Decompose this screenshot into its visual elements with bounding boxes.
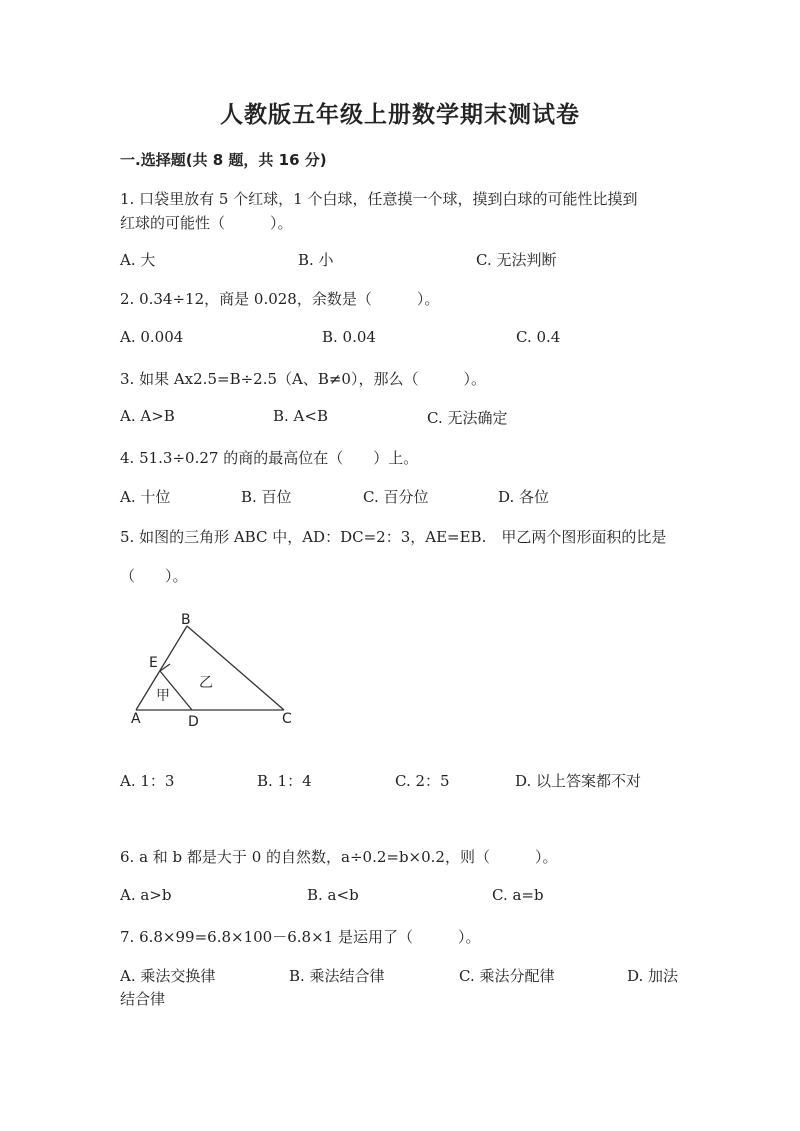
point-label-e: E <box>149 655 158 671</box>
question-6-option-c: C. a=b <box>492 886 544 904</box>
question-4-option-c: C. 百分位 <box>363 488 429 506</box>
region-label-jia: 甲 <box>156 688 170 704</box>
point-label-b: B <box>181 612 191 628</box>
triangle-diagram <box>126 612 306 732</box>
question-4-option-d: D. 各位 <box>498 488 550 506</box>
question-2-option-b: B. 0.04 <box>322 328 376 346</box>
question-1-line-2: 红球的可能性（ ）。 <box>120 214 293 232</box>
region-label-yi: 乙 <box>199 675 213 691</box>
question-6-option-b: B. a<b <box>307 886 359 904</box>
question-2-line-1: 2. 0.34÷12，商是 0.028，余数是（ ）。 <box>120 290 440 308</box>
question-1-option-c: C. 无法判断 <box>476 251 557 269</box>
question-3-option-b: B. A<B <box>273 407 328 425</box>
point-label-a: A <box>131 711 141 727</box>
question-7-option-a: A. 乘法交换律 <box>120 967 216 985</box>
question-7-option-d-continuation: 结合律 <box>120 990 166 1008</box>
question-5-option-c: C. 2：5 <box>395 772 450 790</box>
question-5-line-2: （ ）。 <box>120 567 188 585</box>
page-title: 人教版五年级上册数学期末测试卷 <box>220 102 580 128</box>
side-bc <box>187 626 284 710</box>
question-7-option-b: B. 乘法结合律 <box>289 967 385 985</box>
point-label-c: C <box>282 711 292 727</box>
question-2-option-a: A. 0.004 <box>120 328 184 346</box>
question-5-option-d: D. 以上答案都不对 <box>515 772 642 790</box>
question-1-option-a: A. 大 <box>120 251 156 269</box>
question-7-option-d: D. 加法 <box>627 967 679 985</box>
question-7-line-1: 7. 6.8×99=6.8×100－6.8×1 是运用了（ ）。 <box>120 928 481 946</box>
question-7-option-c: C. 乘法分配律 <box>459 967 555 985</box>
question-3-option-c: C. 无法确定 <box>427 409 508 427</box>
question-1-line-1: 1. 口袋里放有 5 个红球，1 个白球，任意摸一个球，摸到白球的可能性比摸到 <box>120 190 638 208</box>
question-6-option-a: A. a>b <box>120 886 172 904</box>
question-5-option-a: A. 1：3 <box>120 772 175 790</box>
question-5-line-1: 5. 如图的三角形 ABC 中，AD：DC=2：3，AE=EB. 甲乙两个图形面积的比是 <box>120 528 667 546</box>
question-4-line-1: 4. 51.3÷0.27 的商的最高位在（ ）上。 <box>120 449 419 467</box>
point-label-d: D <box>188 714 199 730</box>
question-5-option-b: B. 1：4 <box>257 772 312 790</box>
question-6-line-1: 6. a 和 b 都是大于 0 的自然数，a÷0.2=b×0.2，则（ ）。 <box>120 848 558 866</box>
question-1-option-b: B. 小 <box>298 251 334 269</box>
question-3-option-a: A. A>B <box>120 407 175 425</box>
question-2-option-c: C. 0.4 <box>516 328 561 346</box>
section-heading: 一.选择题(共 8 题，共 16 分) <box>120 151 327 169</box>
question-3-line-1: 3. 如果 Ax2.5=B÷2.5（A、B≠0），那么（ ）。 <box>120 370 486 388</box>
question-4-option-a: A. 十位 <box>120 488 171 506</box>
question-4-option-b: B. 百位 <box>241 488 292 506</box>
